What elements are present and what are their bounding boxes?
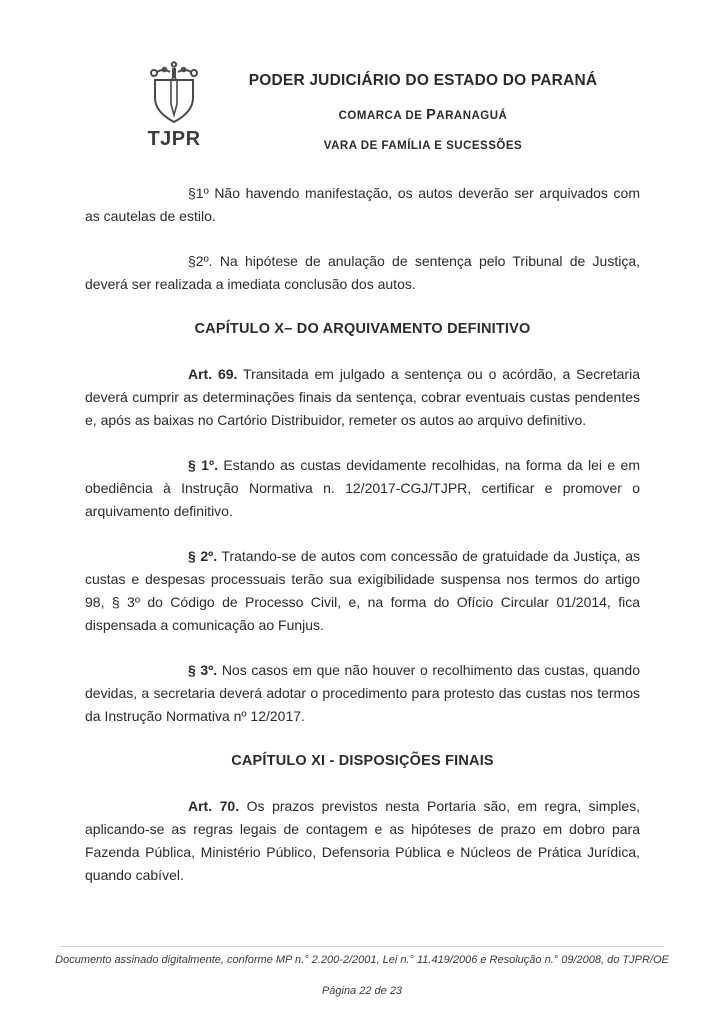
comarca-prefix: COMARCA DE [338, 110, 427, 122]
comarca-line [238, 107, 608, 123]
body-paragraph: § 3º. Nos casos em que não houver o recolhimento das custas, quando devidas, a secretaria deverá adotar o procedimento para protesto das custas nos termos da Instrução Normativa nº 12/2017. [85, 662, 640, 724]
body-paragraph: §2º. Na hipótese de anulação de sentença pelo Tribunal de Justiça, deverá ser realizada a imediata conclusão dos autos. [85, 253, 640, 292]
document-footer [0, 946, 724, 997]
paragraph-lead: § 1º. [188, 457, 218, 473]
tjpr-shield-icon [145, 60, 203, 126]
body-paragraph: Art. 70. Os prazos previstos nesta Portaria são, em regra, simples, aplicando-se as regras legais de contagem e as hipóteses de prazo em dobro para Fazenda Pública, Ministério Público, Defensoria Pública e Núcleos de Prática Jurídica, quando cabível. [85, 798, 640, 883]
body-paragraph: § 2º. Tratando-se de autos com concessão de gratuidade da Justiça, as custas e despesas processuais terão sua exigibilidade suspensa nos termos do artigo 98, § 3º do Código de Processo Civil, e, na forma do Ofício Circular 01/2014, fica dispensada a comunicação ao Funjus. [85, 548, 640, 633]
header-titles [238, 72, 608, 152]
comarca-initial: P [426, 107, 437, 123]
paragraph-lead: § 3º. [188, 662, 218, 678]
chapter-heading: CAPÍTULO X– DO ARQUIVAMENTO DEFINITIVO [194, 321, 531, 337]
body-paragraph: §1º Não havendo manifestação, os autos deverão ser arquivados com as cautelas de estilo. [85, 185, 640, 224]
paragraph-lead: Art. 69. [188, 366, 238, 382]
footer-divider [60, 946, 664, 947]
paragraph-lead: § 2º. [188, 548, 218, 564]
vara-line: VARA DE FAMÍLIA E SUCESSÕES [323, 140, 523, 152]
tjpr-logo [136, 60, 212, 151]
paragraph-lead: Art. 70. [188, 798, 240, 814]
comarca-rest: ARANAGUÁ [436, 110, 508, 122]
body-paragraph: § 1º. Estando as custas devidamente recolhidas, na forma da lei e em obediência à Instrução Normativa n. 12/2017-CGJ/TJPR, certificar e promover o arquivamento definitivo. [85, 457, 641, 519]
logo-text: TJPR [147, 128, 201, 150]
document-body [85, 182, 640, 909]
digital-signature-note: Documento assinado digitalmente, conforme MP n.° 2.200-2/2001, Lei n.° 11.419/2006 e Resolução n.° 09/2008, do TJPR/OE [55, 954, 669, 966]
body-paragraph: Art. 69. Transitada em julgado a sentença ou o acórdão, a Secretaria deverá cumprir as determinações finais da sentença, cobrar eventuais custas pendentes e, após as baixas no Cartório Distribuidor, remeter os autos ao arquivo definitivo. [85, 366, 640, 428]
court-title: PODER JUDICIÁRIO DO ESTADO DO PARANÁ [248, 72, 598, 89]
chapter-heading: CAPÍTULO XI - DISPOSIÇÕES FINAIS [231, 753, 494, 769]
page-indicator: Página 22 de 23 [321, 985, 403, 997]
